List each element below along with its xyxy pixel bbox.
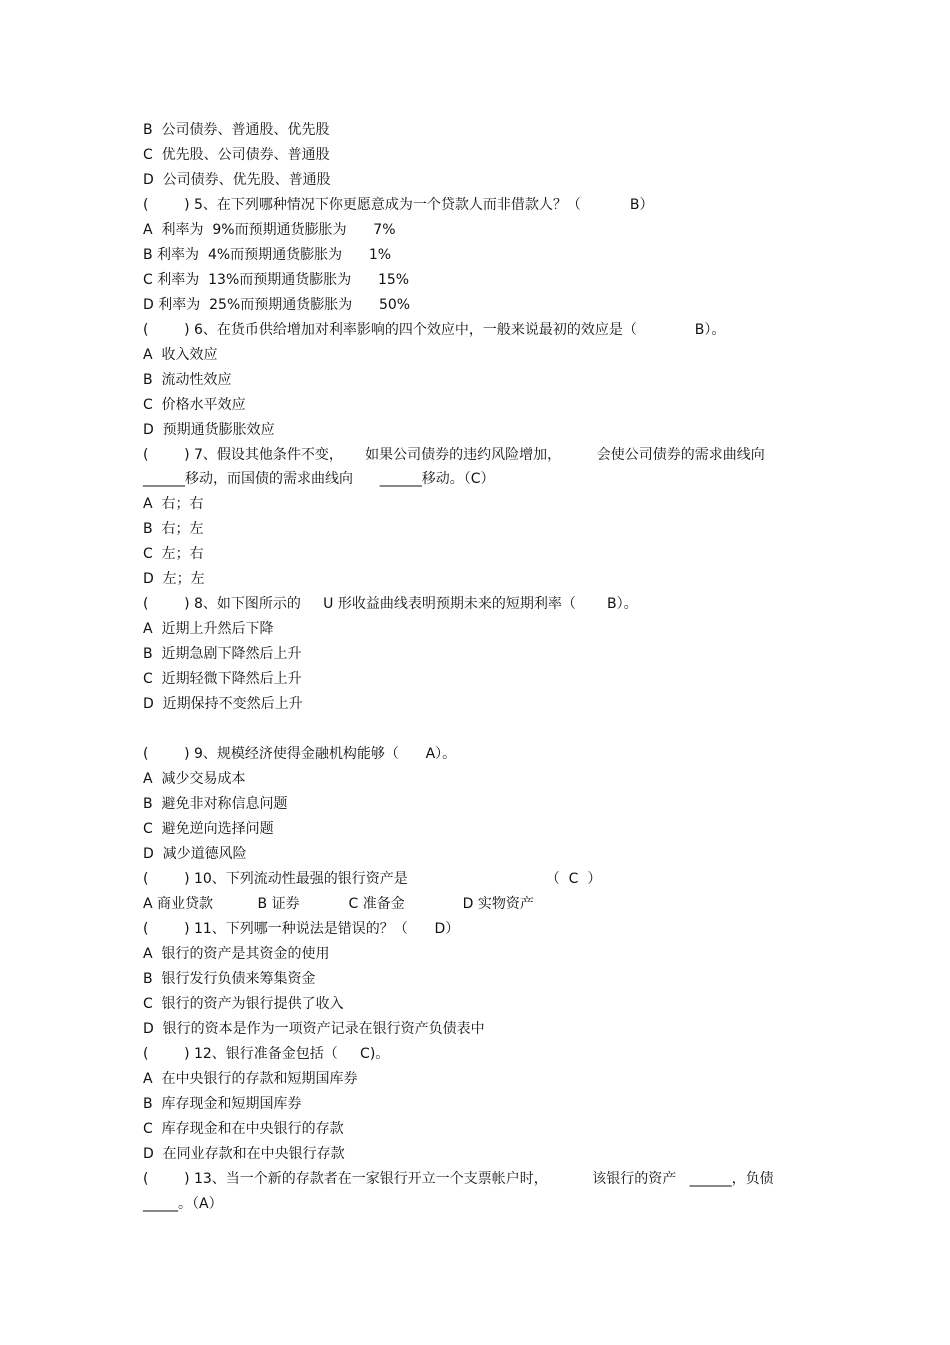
q5-option-a: A 利率为 9%而预期通货膨胀为 7% xyxy=(143,222,396,238)
q4-option-b: B 公司债券、普通股、优先股 xyxy=(143,122,330,138)
question-7-cont: ______移动，而国债的需求曲线向 ______移动。（C） xyxy=(143,471,495,487)
question-7: ( ) 7、假设其他条件不变， 如果公司债券的违约风险增加， 会使公司债券的需求曲线向 xyxy=(143,447,765,463)
q9-option-b: B 避免非对称信息问题 xyxy=(143,796,288,812)
q7-option-b: B 右；左 xyxy=(143,521,204,537)
q5-option-d: D 利率为 25%而预期通货膨胀为 50% xyxy=(143,297,411,313)
q9-option-a: A 减少交易成本 xyxy=(143,771,246,787)
q9-option-c: C 避免逆向选择问题 xyxy=(143,821,274,837)
q6-option-c: C 价格水平效应 xyxy=(143,397,246,413)
q4-option-c: C 优先股、公司债券、普通股 xyxy=(143,147,330,163)
question-5: ( ) 5、在下列哪种情况下你更愿意成为一个贷款人而非借款人？（ B） xyxy=(143,197,654,213)
q12-option-a: A 在中央银行的存款和短期国库券 xyxy=(143,1071,358,1087)
q12-option-b: B 库存现金和短期国库券 xyxy=(143,1096,302,1112)
q6-option-d: D 预期通货膨胀效应 xyxy=(143,422,275,438)
question-6: ( ) 6、在货币供给增加对利率影响的四个效应中，一般来说最初的效应是（ B）。 xyxy=(143,322,726,338)
q5-option-c: C 利率为 13%而预期通货膨胀为 15% xyxy=(143,272,410,288)
q11-option-a: A 银行的资产是其资金的使用 xyxy=(143,946,330,962)
question-12: ( ) 12、银行准备金包括（ C)。 xyxy=(143,1046,390,1062)
q8-option-a: A 近期上升然后下降 xyxy=(143,621,274,637)
q4-option-d: D 公司债券、优先股、普通股 xyxy=(143,172,331,188)
question-9: ( ) 9、规模经济使得金融机构能够（ A）。 xyxy=(143,746,457,762)
question-11: ( ) 11、下列哪一种说法是错误的？（ D） xyxy=(143,921,460,937)
q12-option-d: D 在同业存款和在中央银行存款 xyxy=(143,1146,345,1162)
q6-option-b: B 流动性效应 xyxy=(143,372,232,388)
q11-option-b: B 银行发行负债来筹集资金 xyxy=(143,971,316,987)
q12-option-c: C 库存现金和在中央银行的存款 xyxy=(143,1121,344,1137)
q9-option-d: D 减少道德风险 xyxy=(143,846,247,862)
question-13: ( ) 13、当一个新的存款者在一家银行开立一个支票帐户时， 该银行的资产 ______，负债 xyxy=(143,1171,774,1187)
question-10: ( ) 10、下列流动性最强的银行资产是 （ C ） xyxy=(143,871,602,887)
q5-option-b: B 利率为 4%而预期通货膨胀为 1% xyxy=(143,247,392,263)
question-13-cont: _____。（A） xyxy=(143,1196,223,1212)
q7-option-a: A 右；右 xyxy=(143,496,204,512)
q11-option-d: D 银行的资本是作为一项资产记录在银行资产负债表中 xyxy=(143,1021,485,1037)
q8-option-d: D 近期保持不变然后上升 xyxy=(143,696,303,712)
q6-option-a: A 收入效应 xyxy=(143,347,218,363)
q7-option-c: C 左；右 xyxy=(143,546,204,562)
q10-options: A 商业贷款 B 证券 C 准备金 D 实物资产 xyxy=(143,896,534,912)
question-8: ( ) 8、如下图所示的 U 形收益曲线表明预期未来的短期利率（ B）。 xyxy=(143,596,638,612)
q7-option-d: D 左；左 xyxy=(143,571,205,587)
q11-option-c: C 银行的资产为银行提供了收入 xyxy=(143,996,344,1012)
q8-option-c: C 近期轻微下降然后上升 xyxy=(143,671,302,687)
q8-option-b: B 近期急剧下降然后上升 xyxy=(143,646,302,662)
